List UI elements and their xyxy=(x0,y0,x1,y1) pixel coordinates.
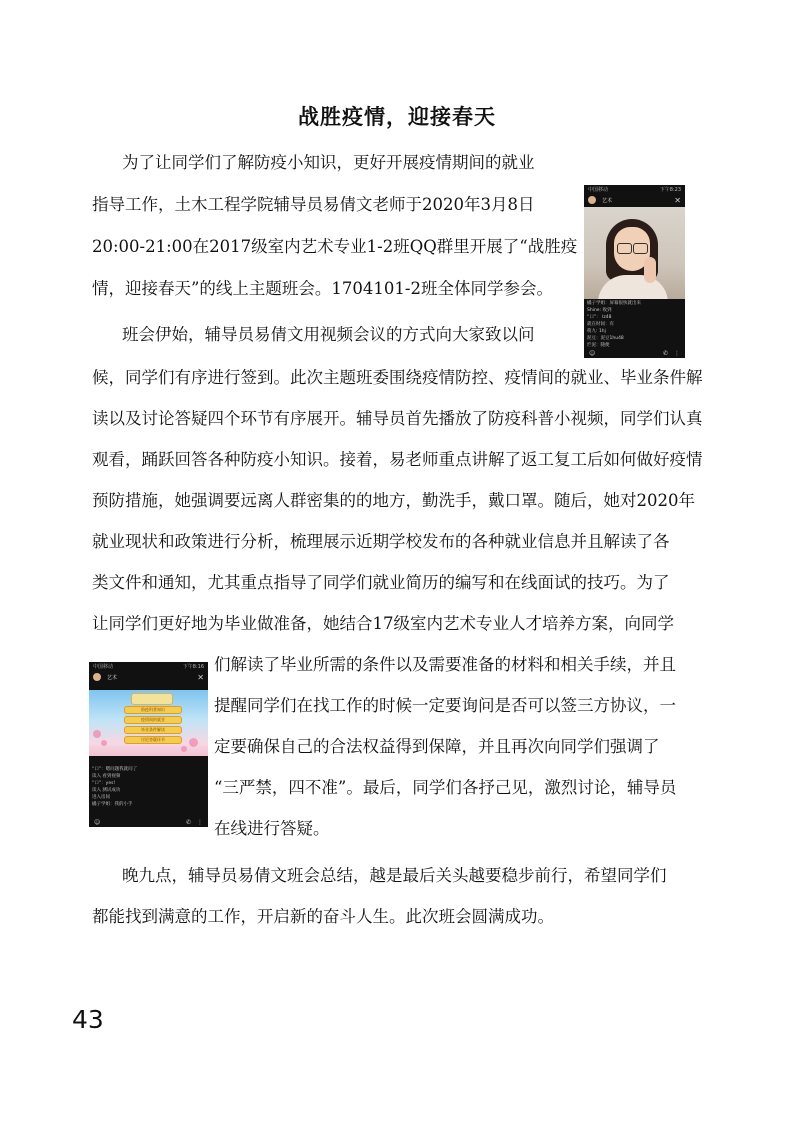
paragraph-line: 们解读了毕业所需的条件以及需要准备的材料和相关手续，并且 xyxy=(214,655,676,674)
blossom-decoration xyxy=(181,746,187,752)
call-header xyxy=(584,193,685,207)
blossom-decoration xyxy=(101,740,107,746)
call-header-label: 艺术 xyxy=(602,197,613,204)
paragraph-line: 定要确保自己的合法权益得到保障，并且再次向同学们强调了 xyxy=(214,737,660,756)
chat-line: 读入 看到视频 xyxy=(92,774,121,779)
carrier-label: 中国移动 xyxy=(93,664,114,670)
phone-icon: ✆ xyxy=(185,818,191,826)
call-header xyxy=(89,670,208,684)
paragraph-line: 让同学们更好地为毕业做准备，她结合17级室内艺术专业人才培养方案，向同学 xyxy=(92,614,674,633)
close-icon: ✕ xyxy=(674,195,681,205)
person-hand xyxy=(644,257,656,283)
paragraph-line: 就业现状和政策进行分析，梳理展示近期学校发布的各种就业信息并且解读了各 xyxy=(92,532,670,551)
chat-line: “口”： lz48 xyxy=(587,315,612,320)
phone-icon: ✆ xyxy=(662,349,668,357)
status-bar xyxy=(584,185,685,193)
paragraph-line: 读以及讨论答疑四个环节有序展开。辅导员首先播放了防疫科普小视频，同学们认真 xyxy=(92,409,703,428)
more-icon: ⋮ xyxy=(197,818,203,826)
paragraph-line: 为了让同学们了解防疫小知识，更好开展疫情期间的就业 xyxy=(122,153,535,172)
paragraph-line: 在线进行答疑。 xyxy=(214,819,330,838)
slide-heading-banner xyxy=(131,693,173,705)
close-icon: ✕ xyxy=(197,672,204,682)
chat-line: “口”：嗯问题我就问了 xyxy=(92,767,138,772)
chat-line: 就在时间：有 xyxy=(587,322,614,327)
paragraph-line: 预防措施，她强调要远离人群密集的的地方，勤洗手，戴口罩。随后，她对2020年 xyxy=(92,491,695,510)
slide-item: 防疫科普知识 xyxy=(124,706,182,714)
chat-line: 橘子学姐：我的小手 xyxy=(92,802,133,807)
call-controls xyxy=(584,348,685,358)
avatar xyxy=(588,196,596,204)
paragraph-line: 观看，踊跃回答各种防疫小知识。接着，易老师重点讲解了返工复工后如何做好疫情 xyxy=(92,450,703,469)
paragraph-line: 情，迎接春天”的线上主题班会。1704101-2班全体同学参会。 xyxy=(92,279,553,298)
chat-list xyxy=(587,300,682,349)
smiley-icon: ☺ xyxy=(589,349,596,357)
chat-line: 进入房间 xyxy=(92,795,110,800)
paragraph-line: 指导工作，土木工程学院辅导员易倩文老师于2020年3月8日 xyxy=(92,195,535,214)
chat-list xyxy=(92,766,205,808)
slide-share-photo xyxy=(89,662,208,827)
slide-item: 讨论答疑环节 xyxy=(124,736,182,744)
chat-line: 烂泥：随便 xyxy=(587,343,610,348)
chat-line: “口”：yes! xyxy=(92,781,116,786)
blossom-decoration xyxy=(189,738,198,747)
paragraph-line: “三严禁，四不准”。最后，同学们各抒己见，激烈讨论，辅导员 xyxy=(214,778,677,797)
call-header-label: 艺术 xyxy=(107,674,118,681)
paragraph-line: 提醒同学们在找工作的时候一定要询问是否可以签三方协议，一 xyxy=(214,696,676,715)
video-call-photo xyxy=(584,185,685,358)
paragraph-line: 班会伊始，辅导员易倩文用视频会议的方式向大家致以问 xyxy=(122,325,535,344)
chat-line: 萌九: 1hj xyxy=(587,329,606,334)
page-number: 43 xyxy=(72,1005,104,1034)
paragraph-line: 都能找到满意的工作，开启新的奋斗人生。此次班会圆满成功。 xyxy=(92,907,554,926)
glasses-right xyxy=(633,243,648,254)
avatar xyxy=(93,673,101,681)
status-time: 下午8:23 xyxy=(659,187,681,193)
paragraph-line: 20:00-21:00在2017级室内艺术专业1-2班QQ群里开展了“战胜疫 xyxy=(92,237,578,256)
slide-item: 毕业条件解读 xyxy=(124,726,182,734)
chat-line: Shine: 收到 xyxy=(587,308,612,313)
call-controls xyxy=(89,817,208,827)
paragraph-line: 候，同学们有序进行签到。此次主题班委围绕疫情防控、疫情间的就业、毕业条件解 xyxy=(92,368,703,387)
status-time: 下午8:16 xyxy=(182,664,204,670)
slide-item: 疫情间的就业 xyxy=(124,716,182,724)
glasses-left xyxy=(617,243,632,254)
carrier-label: 中国移动 xyxy=(588,187,609,193)
smiley-icon: ☺ xyxy=(94,818,101,826)
blossom-decoration xyxy=(93,730,101,738)
chat-line: 读入 测试成功 xyxy=(92,788,121,793)
shared-slide xyxy=(89,690,208,756)
video-feed xyxy=(584,207,685,299)
more-icon: ⋮ xyxy=(674,349,680,357)
page-title: 战胜疫情，迎接春天 xyxy=(298,104,496,129)
paragraph-line: 晚九点，辅导员易倩文班会总结，越是最后关头越要稳步前行，希望同学们 xyxy=(122,866,667,885)
status-bar xyxy=(89,662,208,670)
chat-line: 橘子学姐：屏幕很快就出来 xyxy=(587,301,641,306)
paragraph-line: 类文件和通知，尤其重点指导了同学们就业简历的编写和在线面试的技巧。为了 xyxy=(92,573,670,592)
chat-line: 泥豆：泥豆1hu48 xyxy=(587,336,624,341)
